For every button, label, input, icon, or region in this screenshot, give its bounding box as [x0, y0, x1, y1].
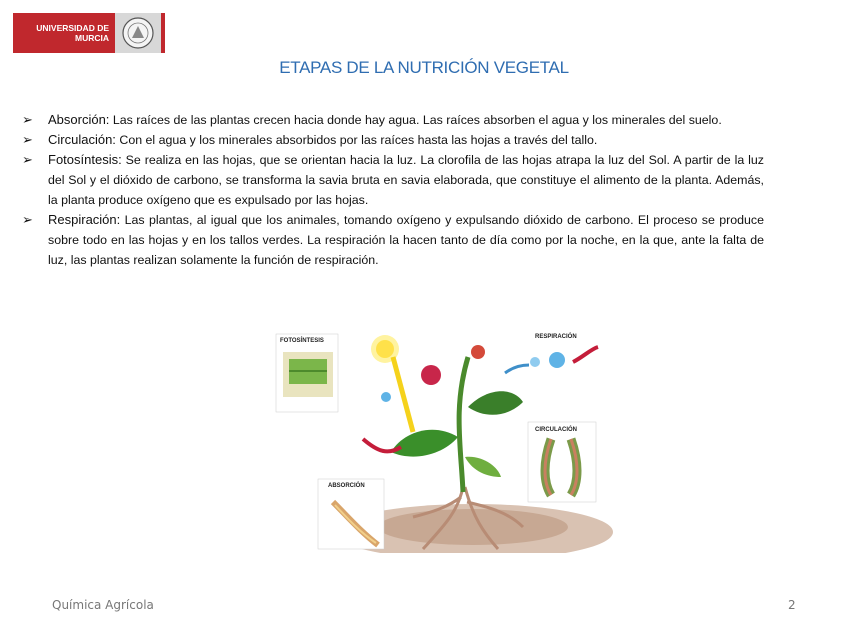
list-item-respiracion — [22, 210, 764, 270]
photosynthesis-label: FOTOSÍNTESIS — [280, 338, 324, 344]
page-number: 2 — [788, 598, 796, 612]
stem-shape — [459, 357, 468, 492]
bullet-text: Las plantas, al igual que los animales, tomando oxígeno y expulsando dióxido de carbono. El proceso se produce sobre todo en las hojas y en los tallos verdes. La respiración la hacen tanto de día como por la noche, en la que, ante la falta de luz, las plantas realizan solamente la función de respiración. — [48, 213, 764, 267]
bullet-text: Se realiza en las hojas, que se orientan hacia la luz. La clorofila de las hojas atrapa la luz del Sol. A partir de la luz del Sol y el dióxido de carbono, se transforma la savia bruta en savia elaborada, que constituye el alimento de la planta. Además, la planta produce oxígeno que es expulsado por las hojas. — [48, 153, 764, 207]
nutrition-stages-list — [22, 110, 764, 270]
arrow-bullet-icon: ➢ — [22, 132, 33, 147]
bullet-text: Con el agua y los minerales absorbidos por las raíces hasta las hojas a través del tallo. — [115, 133, 598, 147]
list-item-fotosintesis — [22, 150, 764, 210]
list-item-absorcion — [22, 110, 764, 130]
arrow-bullet-icon: ➢ — [22, 152, 33, 167]
arrow-bullet-icon: ➢ — [22, 112, 33, 127]
logo-text — [13, 23, 115, 43]
respiration-label: RESPIRACIÓN — [535, 334, 577, 340]
bullet-text: Las raíces de las plantas crecen hacia donde hay agua. Las raíces absorben el agua y los minerales del suelo. — [109, 113, 722, 127]
logo-line-2: MURCIA — [75, 33, 109, 43]
list-item-circulacion — [22, 130, 764, 150]
plant-nutrition-illustration — [273, 327, 614, 553]
university-seal-icon — [115, 13, 161, 53]
leaf-shape — [391, 430, 458, 457]
leaf-shape — [468, 391, 523, 414]
bullet-term: Absorción: — [48, 112, 110, 127]
page-title: ETAPAS DE LA NUTRICIÓN VEGETAL — [279, 58, 569, 77]
logo-line-1: UNIVERSIDAD DE — [36, 23, 109, 33]
absorption-label: ABSORCIÓN — [328, 483, 365, 489]
footer-course: Química Agrícola — [52, 598, 154, 612]
arrow-bullet-icon: ➢ — [22, 212, 33, 227]
bullet-term: Circulación: — [48, 132, 116, 147]
circulation-label: CIRCULACIÓN — [535, 427, 577, 433]
bullet-term: Respiración: — [48, 212, 121, 227]
flower-shape — [421, 365, 441, 385]
bullet-term: Fotosíntesis: — [48, 152, 122, 167]
university-logo — [13, 13, 165, 53]
